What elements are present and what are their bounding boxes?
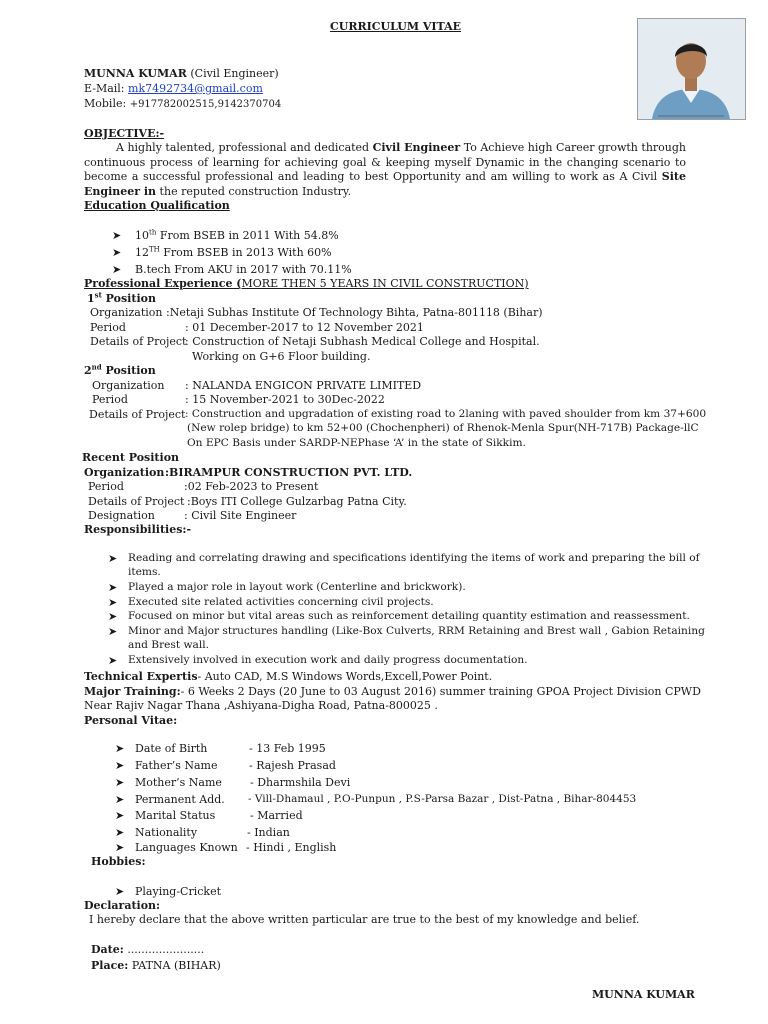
recent-designation-label: Designation bbox=[88, 509, 155, 522]
email-label: E-Mail: bbox=[84, 82, 129, 95]
personal-label: Marital Status bbox=[135, 809, 216, 822]
education-item: B.tech From AKU in 2017 with 70.11% bbox=[135, 263, 352, 276]
position-2-org: : NALANDA ENGICON PRIVATE LIMITED bbox=[185, 379, 422, 392]
candidate-role: (Civil Engineer) bbox=[190, 67, 279, 80]
position-1-details-2: Working on G+6 Floor building. bbox=[192, 350, 371, 363]
declaration-heading: Declaration: bbox=[84, 899, 161, 912]
bullet-arrow-icon: ➤ bbox=[108, 552, 118, 565]
recent-details-label: Details of Project bbox=[88, 495, 185, 508]
responsibilities-heading: Responsibilities:- bbox=[84, 523, 192, 536]
objective-text-2: To Achieve high Career growth through continuous process of learning for achieving goal & keeping myself Dynamic in the changing scenario to become a successful professional and leading to best Opportunity and am willing to work as A Civil bbox=[84, 141, 686, 183]
mobile-number: +917782002515,9142370704 bbox=[129, 99, 282, 110]
personal-value: - Rajesh Prasad bbox=[249, 759, 336, 772]
education-item: 10th From BSEB in 2011 With 54.8% bbox=[135, 228, 339, 242]
responsibility-item: Executed site related activities concerning civil projects. bbox=[128, 596, 434, 608]
bullet-arrow-icon: ➤ bbox=[112, 229, 122, 242]
personal-value: - Married bbox=[250, 809, 303, 822]
responsibility-item: Played a major role in layout work (Centerline and brickwork). bbox=[128, 581, 466, 593]
bullet-arrow-icon: ➤ bbox=[112, 246, 122, 259]
page-title: CURRICULUM VITAE bbox=[330, 20, 462, 33]
candidate-name: MUNNA KUMAR bbox=[84, 67, 187, 80]
hobbies-heading: Hobbies: bbox=[91, 855, 146, 868]
responsibility-item: Extensively involved in execution work and daily progress documentation. bbox=[128, 654, 528, 666]
recent-org: :BIRAMPUR CONSTRUCTION PVT. LTD. bbox=[165, 466, 413, 479]
personal-label: Nationality bbox=[135, 826, 198, 839]
bullet-arrow-icon: ➤ bbox=[108, 654, 118, 667]
place-line: Place: PATNA (BIHAR) bbox=[91, 959, 221, 972]
personal-value: - 13 Feb 1995 bbox=[249, 742, 326, 755]
personal-value: - Indian bbox=[247, 826, 290, 839]
bullet-arrow-icon: ➤ bbox=[108, 610, 118, 623]
mobile-line bbox=[84, 97, 281, 111]
profile-photo bbox=[637, 18, 746, 120]
position-1-details: : Construction of Netaji Subhash Medical College and Hospital. bbox=[185, 335, 540, 348]
responsibility-item: Focused on minor but vital areas such as reinforcement detailing quantity estimation and reassessment. bbox=[128, 610, 690, 622]
person-photo-icon bbox=[638, 19, 745, 119]
position-1-period-label: Period bbox=[90, 321, 126, 334]
technical-expertise: Technical Expertis- Auto CAD, M.S Windows Words,Excell,Power Point. bbox=[84, 670, 493, 683]
position-2-details-3: On EPC Basis under SARDP-NEPhase ‘A’ in the state of Sikkim. bbox=[187, 437, 526, 449]
bullet-arrow-icon: ➤ bbox=[115, 759, 125, 772]
education-heading: Education Qualification bbox=[84, 199, 230, 212]
objective-text-1: A highly talented, professional and dedicated bbox=[116, 141, 373, 154]
position-1-details-label: Details of Project bbox=[90, 335, 187, 348]
position-2-details: : Construction and upgradation of existing road to 2laning with paved shoulder from km 37+600 bbox=[185, 408, 707, 420]
objective-heading: OBJECTIVE:- bbox=[84, 127, 165, 140]
bullet-arrow-icon: ➤ bbox=[115, 809, 125, 822]
position-1-period: : 01 December-2017 to 12 November 2021 bbox=[185, 321, 424, 334]
position-1-title: 1st Position bbox=[87, 290, 156, 305]
position-2-period: : 15 November-2021 to 30Dec-2022 bbox=[185, 393, 385, 406]
objective-text-3: the reputed construction Industry. bbox=[156, 184, 352, 198]
education-item: 12TH From BSEB in 2013 With 60% bbox=[135, 245, 332, 259]
personal-label: Permanent Add. bbox=[135, 793, 225, 806]
recent-period: :02 Feb-2023 to Present bbox=[184, 480, 319, 493]
personal-label: Languages Known bbox=[135, 841, 238, 854]
bullet-arrow-icon: ➤ bbox=[115, 742, 125, 755]
objective-bold-1: Civil Engineer bbox=[372, 141, 461, 154]
responsibility-item: Minor and Major structures handling (Like-Box Culverts, RRM Retaining and Brest wall , Gabion Retaining bbox=[128, 625, 705, 637]
responsibility-item-cont: and Brest wall. bbox=[128, 639, 209, 651]
bullet-arrow-icon: ➤ bbox=[115, 826, 125, 839]
bullet-arrow-icon: ➤ bbox=[115, 776, 125, 789]
position-2-title: 2nd Position bbox=[84, 362, 156, 377]
bullet-arrow-icon: ➤ bbox=[108, 625, 118, 638]
date-line: Date: ...................... bbox=[91, 943, 205, 956]
major-training-cont: Near Rajiv Nagar Thana ,Ashiyana-Digha Road, Patna-800025 . bbox=[84, 699, 438, 712]
experience-heading: Professional Experience (MORE THEN 5 YEARS IN CIVIL CONSTRUCTION) bbox=[84, 277, 529, 290]
personal-heading: Personal Vitae: bbox=[84, 714, 178, 727]
recent-position-title: Recent Position bbox=[82, 451, 180, 464]
bullet-arrow-icon: ➤ bbox=[108, 596, 118, 609]
personal-label: Mother’s Name bbox=[135, 776, 222, 789]
bullet-arrow-icon: ➤ bbox=[115, 793, 125, 806]
recent-details: :Boys ITI College Gulzarbag Patna City. bbox=[187, 495, 407, 508]
responsibility-item-cont: items. bbox=[128, 566, 161, 578]
declaration-text: I hereby declare that the above written particular are true to the best of my knowledge and belief. bbox=[89, 913, 640, 926]
bullet-arrow-icon: ➤ bbox=[115, 885, 125, 898]
objective-paragraph bbox=[84, 141, 686, 199]
objective-bold-2: Site Engineer in bbox=[84, 170, 686, 198]
position-2-details-label: Details of Project bbox=[89, 408, 186, 421]
personal-label: Date of Birth bbox=[135, 742, 208, 755]
mobile-label: Mobile: bbox=[84, 97, 130, 110]
position-2-details-2: (New rolep bridge) to km 52+00 (Chochenpheri) of Rhenok-Menla Spur(NH-717B) Package-llC bbox=[187, 422, 699, 434]
signature-name: MUNNA KUMAR bbox=[592, 988, 695, 1001]
recent-period-label: Period bbox=[88, 480, 124, 493]
recent-org-label: Organization bbox=[84, 466, 165, 479]
major-training: Major Training:- 6 Weeks 2 Days (20 June to 03 August 2016) summer training GPOA Project Division CPWD bbox=[84, 685, 701, 698]
bullet-arrow-icon: ➤ bbox=[108, 581, 118, 594]
contact-name-line bbox=[84, 67, 279, 80]
bullet-arrow-icon: ➤ bbox=[112, 263, 122, 276]
position-1-org: Organization :Netaji Subhas Institute Of Technology Bihta, Patna-801118 (Bihar) bbox=[90, 306, 543, 319]
recent-designation: : Civil Site Engineer bbox=[184, 509, 297, 522]
email-link[interactable]: mk7492734@gmail.com bbox=[128, 82, 263, 95]
email-line bbox=[84, 82, 263, 95]
personal-value: - Hindi , English bbox=[246, 841, 337, 854]
personal-value: - Dharmshila Devi bbox=[250, 776, 351, 789]
position-2-org-label: Organization bbox=[92, 379, 165, 392]
personal-label: Father’s Name bbox=[135, 759, 218, 772]
personal-value: - Vill-Dhamaul , P.O-Punpun , P.S-Parsa Bazar , Dist-Patna , Bihar-804453 bbox=[248, 793, 637, 805]
position-2-period-label: Period bbox=[92, 393, 128, 406]
bullet-arrow-icon: ➤ bbox=[115, 841, 125, 854]
responsibility-item: Reading and correlating drawing and specifications identifying the items of work and preparing the bill of bbox=[128, 552, 700, 564]
hobby-item: Playing-Cricket bbox=[135, 885, 222, 898]
